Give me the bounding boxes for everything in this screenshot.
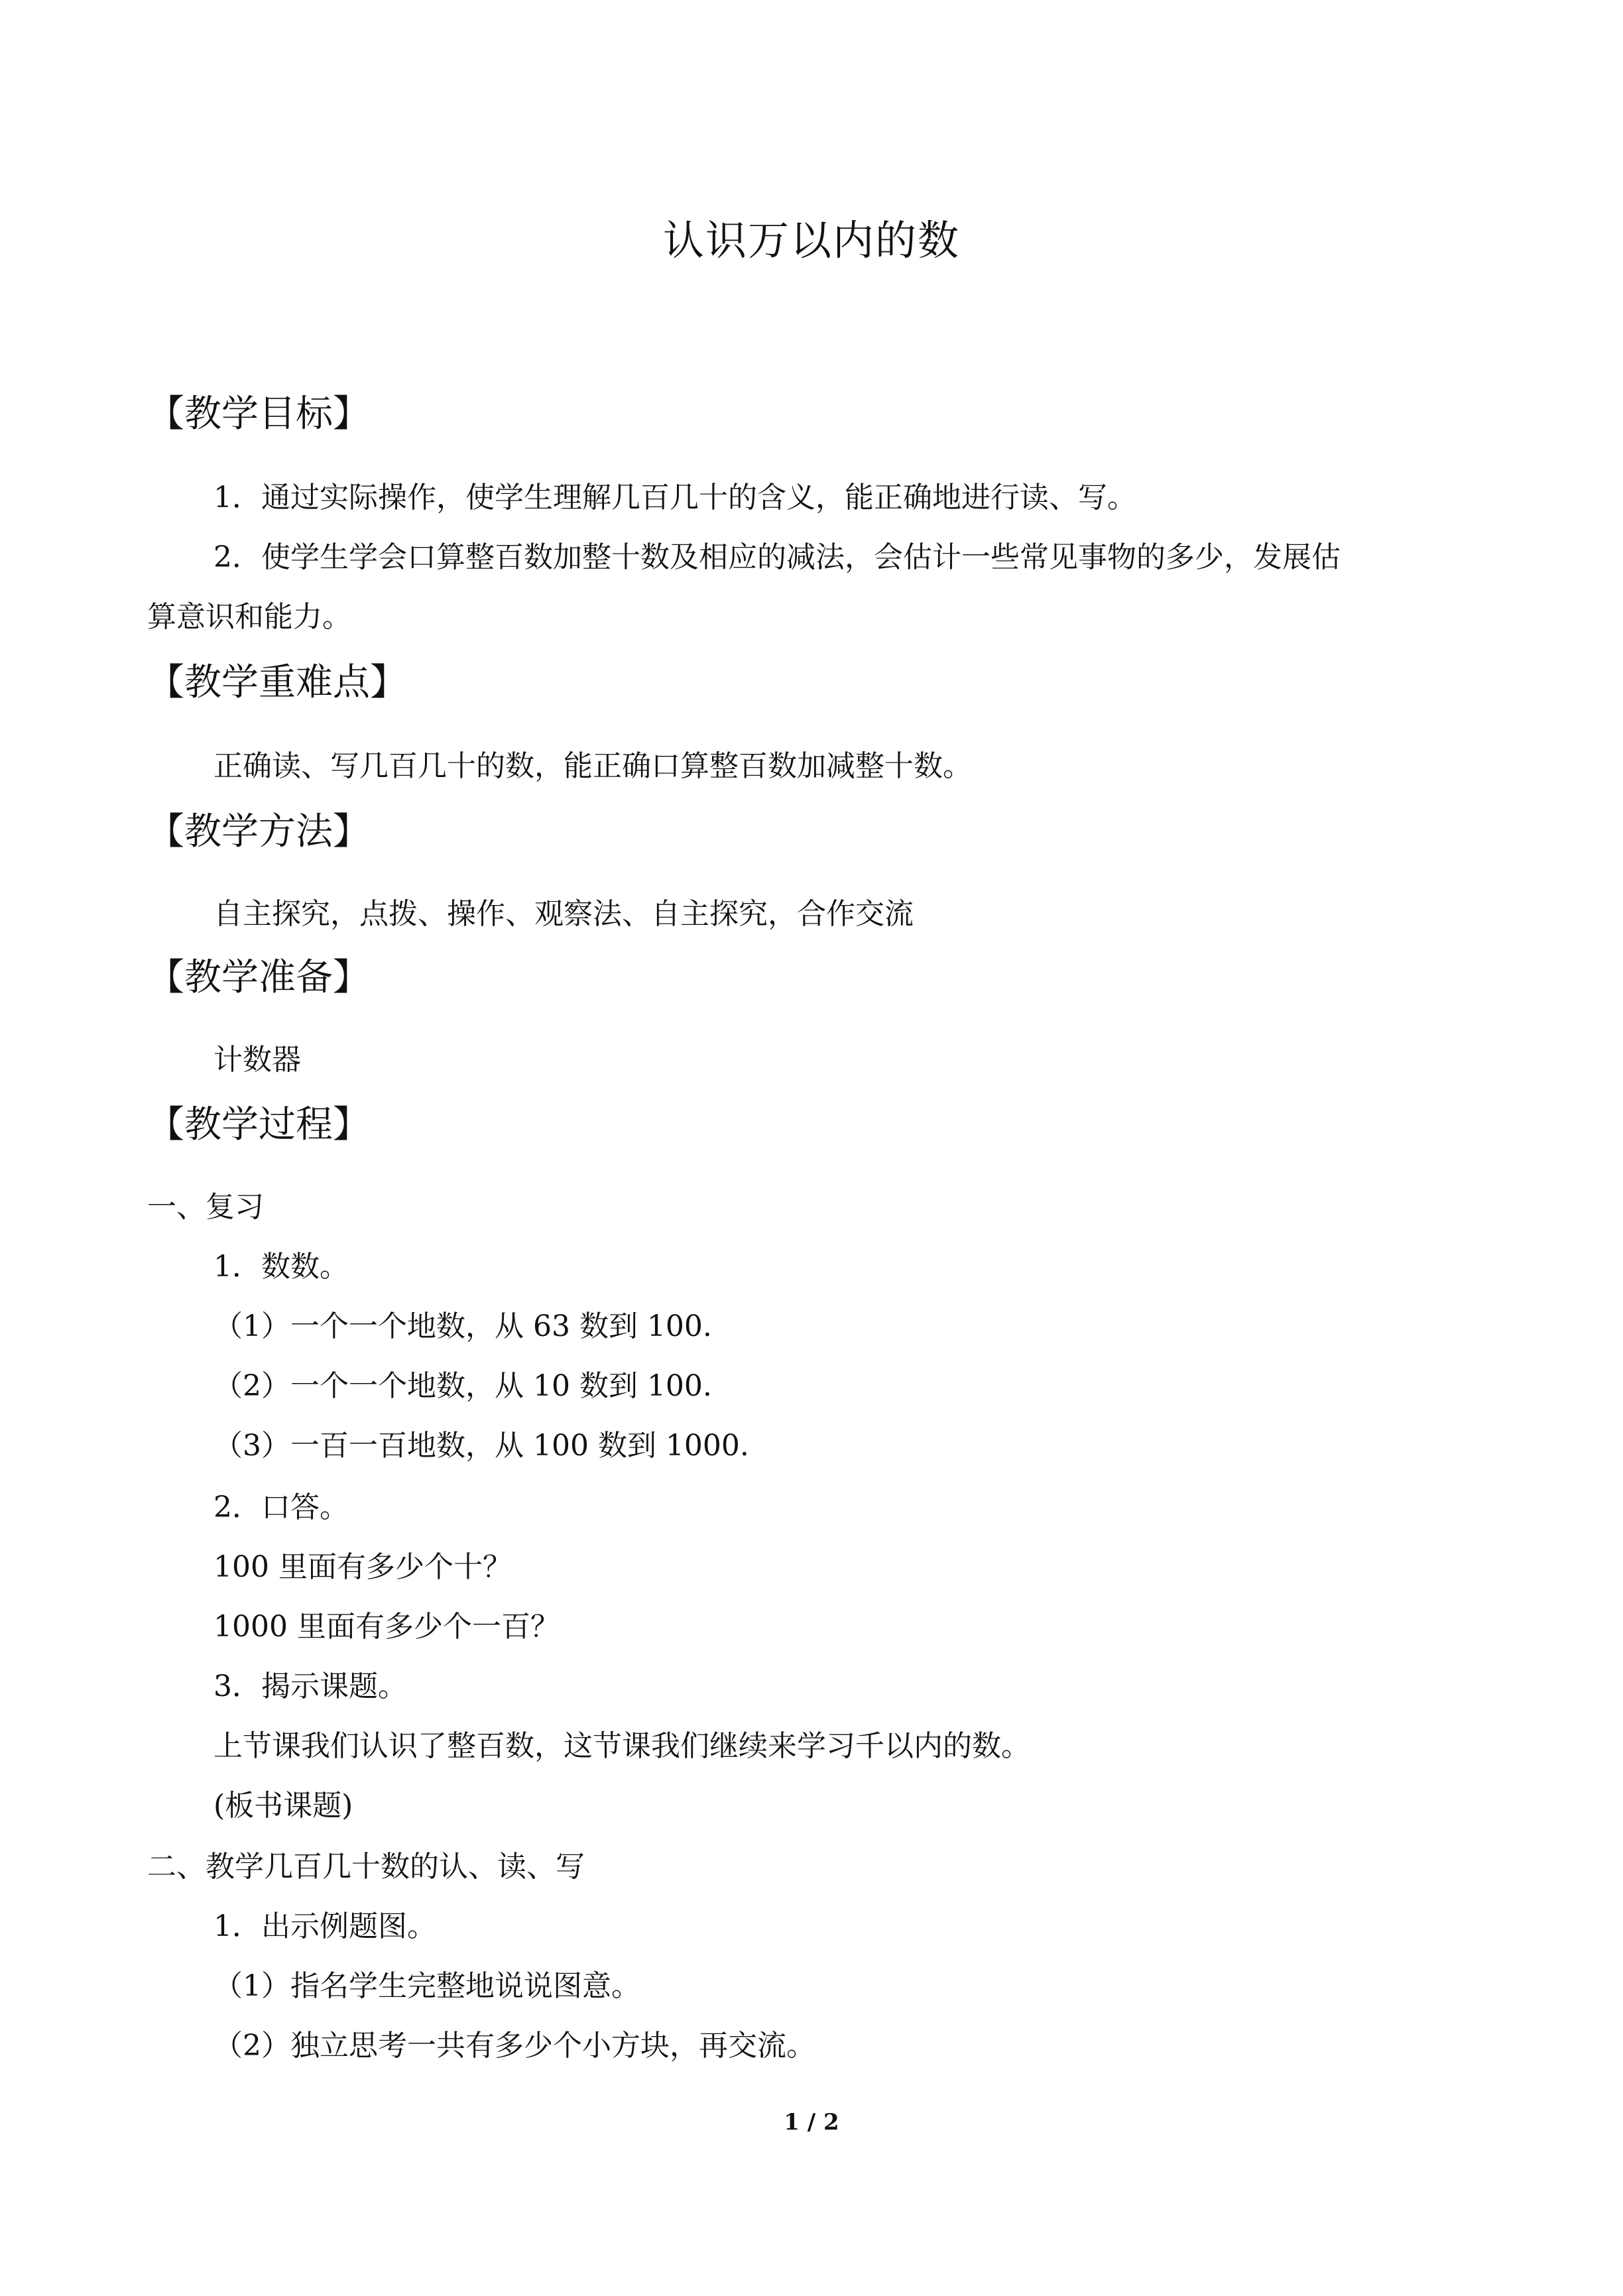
goal-item-1: 1．通过实际操作，使学生理解几百几十的含义，能正确地进行读、写。 [213, 481, 1136, 514]
heading-teaching-preparation: 【教学准备】 [147, 956, 370, 999]
goal-item-2-line-2: 算意识和能力。 [147, 600, 351, 634]
process-count-3: （3）一百一百地数，从 100 数到 1000. [213, 1429, 749, 1463]
heading-teaching-process: 【教学过程】 [147, 1103, 370, 1146]
process-example-1: （1）指名学生完整地说说图意。 [213, 1969, 640, 2003]
process-count-1: （1）一个一个地数，从 63 数到 100. [213, 1309, 712, 1343]
document-title: 认识万以内的数 [662, 216, 960, 265]
heading-teaching-methods: 【教学方法】 [147, 810, 370, 853]
process-item-oral-answer: 2．口答。 [213, 1490, 349, 1524]
heading-teaching-goals: 【教学目标】 [147, 393, 370, 436]
process-example-2: （2）独立思考一共有多少个小方块，再交流。 [213, 2029, 815, 2063]
goal-item-2-line-1: 2．使学生学会口算整百数加整十数及相应的减法，会估计一些常见事物的多少，发展估 [213, 540, 1341, 574]
process-count-2: （2）一个一个地数，从 10 数到 100. [213, 1369, 712, 1403]
page-number: 1 / 2 [784, 2109, 839, 2136]
process-question-1: 100 里面有多少个十？ [213, 1550, 512, 1584]
key-points-text: 正确读、写几百几十的数，能正确口算整百数加减整十数。 [213, 749, 972, 783]
process-question-2: 1000 里面有多少个一百？ [213, 1610, 560, 1644]
process-part-2-title: 二、教学几百几十数的认、读、写 [147, 1850, 585, 1884]
process-item-reveal-topic: 3．揭示课题。 [213, 1669, 407, 1703]
process-item-show-example: 1．出示例题图。 [213, 1909, 436, 1943]
preparation-text: 计数器 [213, 1043, 301, 1077]
process-topic-text: 上节课我们认识了整百数，这节课我们继续来学习千以内的数。 [213, 1729, 1030, 1763]
heading-key-points: 【教学重难点】 [147, 661, 407, 704]
methods-text: 自主探究，点拨、操作、观察法、自主探究，合作交流 [213, 897, 914, 931]
process-part-1-title: 一、复习 [147, 1190, 264, 1224]
process-board-note: (板书课题) [213, 1789, 353, 1823]
process-item-count: 1．数数。 [213, 1250, 349, 1284]
